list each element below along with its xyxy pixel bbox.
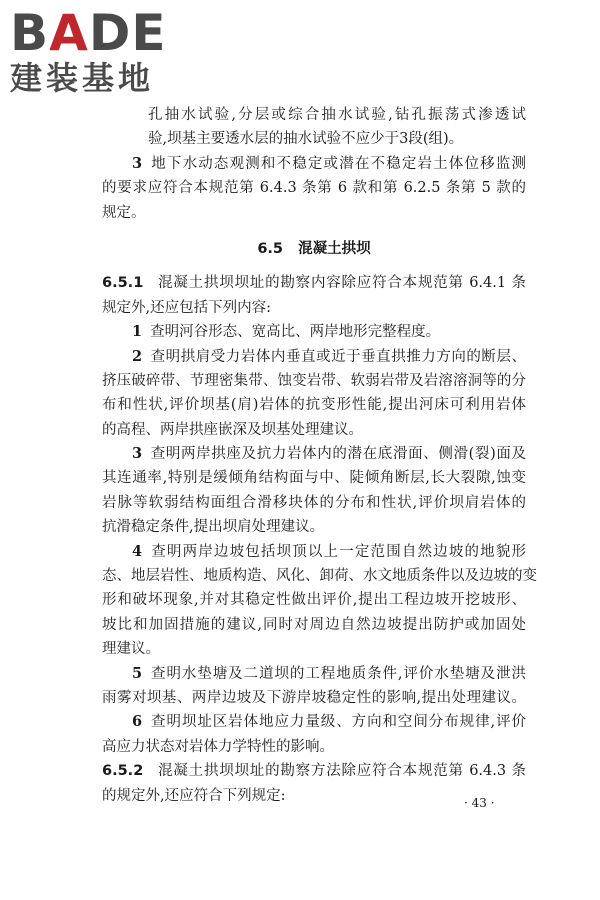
text-line: 挤压破碎带、节理密集带、蚀变岩带、软弱岩带及岩溶溶洞等的分: [102, 372, 526, 389]
item-number: 4: [132, 542, 143, 560]
text-line: 规定外,还应包括下列内容:: [102, 299, 271, 316]
text-line: 雨雾对坝基、两岸边坡及下游岸坡稳定性的影响,提出处理建议。: [102, 689, 526, 706]
clause-number: 6.5.1: [102, 275, 144, 292]
text-line: 的高程、两岸拱座嵌深及坝基处理建议。: [102, 421, 363, 438]
text-line: 3 地下水动态观测和不稳定或潜在不稳定岩土体位移监测: [132, 154, 526, 172]
section-number: 6.5: [257, 240, 284, 257]
item-number: 1: [132, 323, 143, 341]
item-number: 3: [132, 445, 143, 463]
text-line: 的规定外,还应符合下列规定:: [102, 787, 286, 804]
text-line: 规定。: [102, 204, 146, 221]
page-body: [102, 103, 537, 808]
page-number: · 43 ·: [464, 796, 495, 810]
text-line: 1 查明河谷形态、宽高比、两岸地形完整程度。: [132, 323, 441, 341]
logo: [10, 6, 167, 96]
text-line: 2 查明拱肩受力岩体内垂直或近于垂直拱推力方向的断层、: [132, 347, 526, 365]
text-line: 岩脉等软弱结构面组合滑移块体的分布和性状,评价坝肩岩体的: [102, 494, 526, 511]
logo-wordmark: BADE: [10, 4, 167, 62]
item-number: 5: [132, 664, 143, 682]
text-line: 高应力状态对岩体力学特性的影响。: [102, 738, 334, 755]
text-line: 4 查明两岸边坡包括坝顶以上一定范围自然边坡的地貌形: [132, 542, 526, 560]
text-line: 抗滑稳定条件,提出坝肩处理建议。: [102, 519, 325, 536]
text-line: 孔抽水试验,分层或综合抽水试验,钻孔振荡式渗透试: [148, 107, 526, 123]
text-line: 6.5.2 混凝土拱坝坝址的勘察方法除应符合本规范第 6.4.3 条: [102, 763, 526, 780]
text-line: 验,坝基主要透水层的抽水试验不应少于3段(组)。: [148, 131, 464, 148]
clause-number: 6.5.2: [102, 763, 144, 780]
item-number: 3: [132, 154, 143, 172]
text-line: 3 查明两岸拱座及抗力岩体内的潜在底滑面、侧滑(裂)面及: [132, 445, 526, 463]
text-line: 5 查明水垫塘及二道坝的工程地质条件,评价水垫塘及泄洪: [132, 664, 526, 682]
item-number: 6: [132, 713, 143, 731]
text-line: 布和性状,评价坝基(肩)岩体的抗变形性能,提出河床可利用岩体: [102, 397, 526, 414]
text-line: 6.5.1 混凝土拱坝坝址的勘察内容除应符合本规范第 6.4.1 条: [102, 275, 526, 292]
text-line: 的要求应符合本规范第 6.4.3 条第 6 款和第 6.2.5 条第 5 款的: [102, 180, 526, 197]
text-line: 态、地层岩性、地质构造、风化、卸荷、水文地质条件以及边坡的变: [102, 568, 537, 585]
text-line: 其连通率,特别是缓倾角结构面与中、陡倾角断层,长大裂隙,蚀变: [102, 470, 526, 487]
text-line: 形和破坏现象,并对其稳定性做出评价,提出工程边坡开挖坡形、: [102, 592, 526, 609]
text-line: 理建议。: [102, 641, 160, 658]
text-line: 6 查明坝址区岩体地应力量级、方向和空间分布规律,评价: [132, 713, 526, 731]
text-line: 坡比和加固措施的建议,同时对周边自然边坡提出防护或加固处: [102, 616, 526, 633]
item-number: 2: [132, 347, 143, 365]
section-title: 混凝土拱坝: [298, 240, 371, 257]
logo-chinese-text: 建装基地: [10, 59, 155, 97]
section-heading: [102, 237, 526, 261]
